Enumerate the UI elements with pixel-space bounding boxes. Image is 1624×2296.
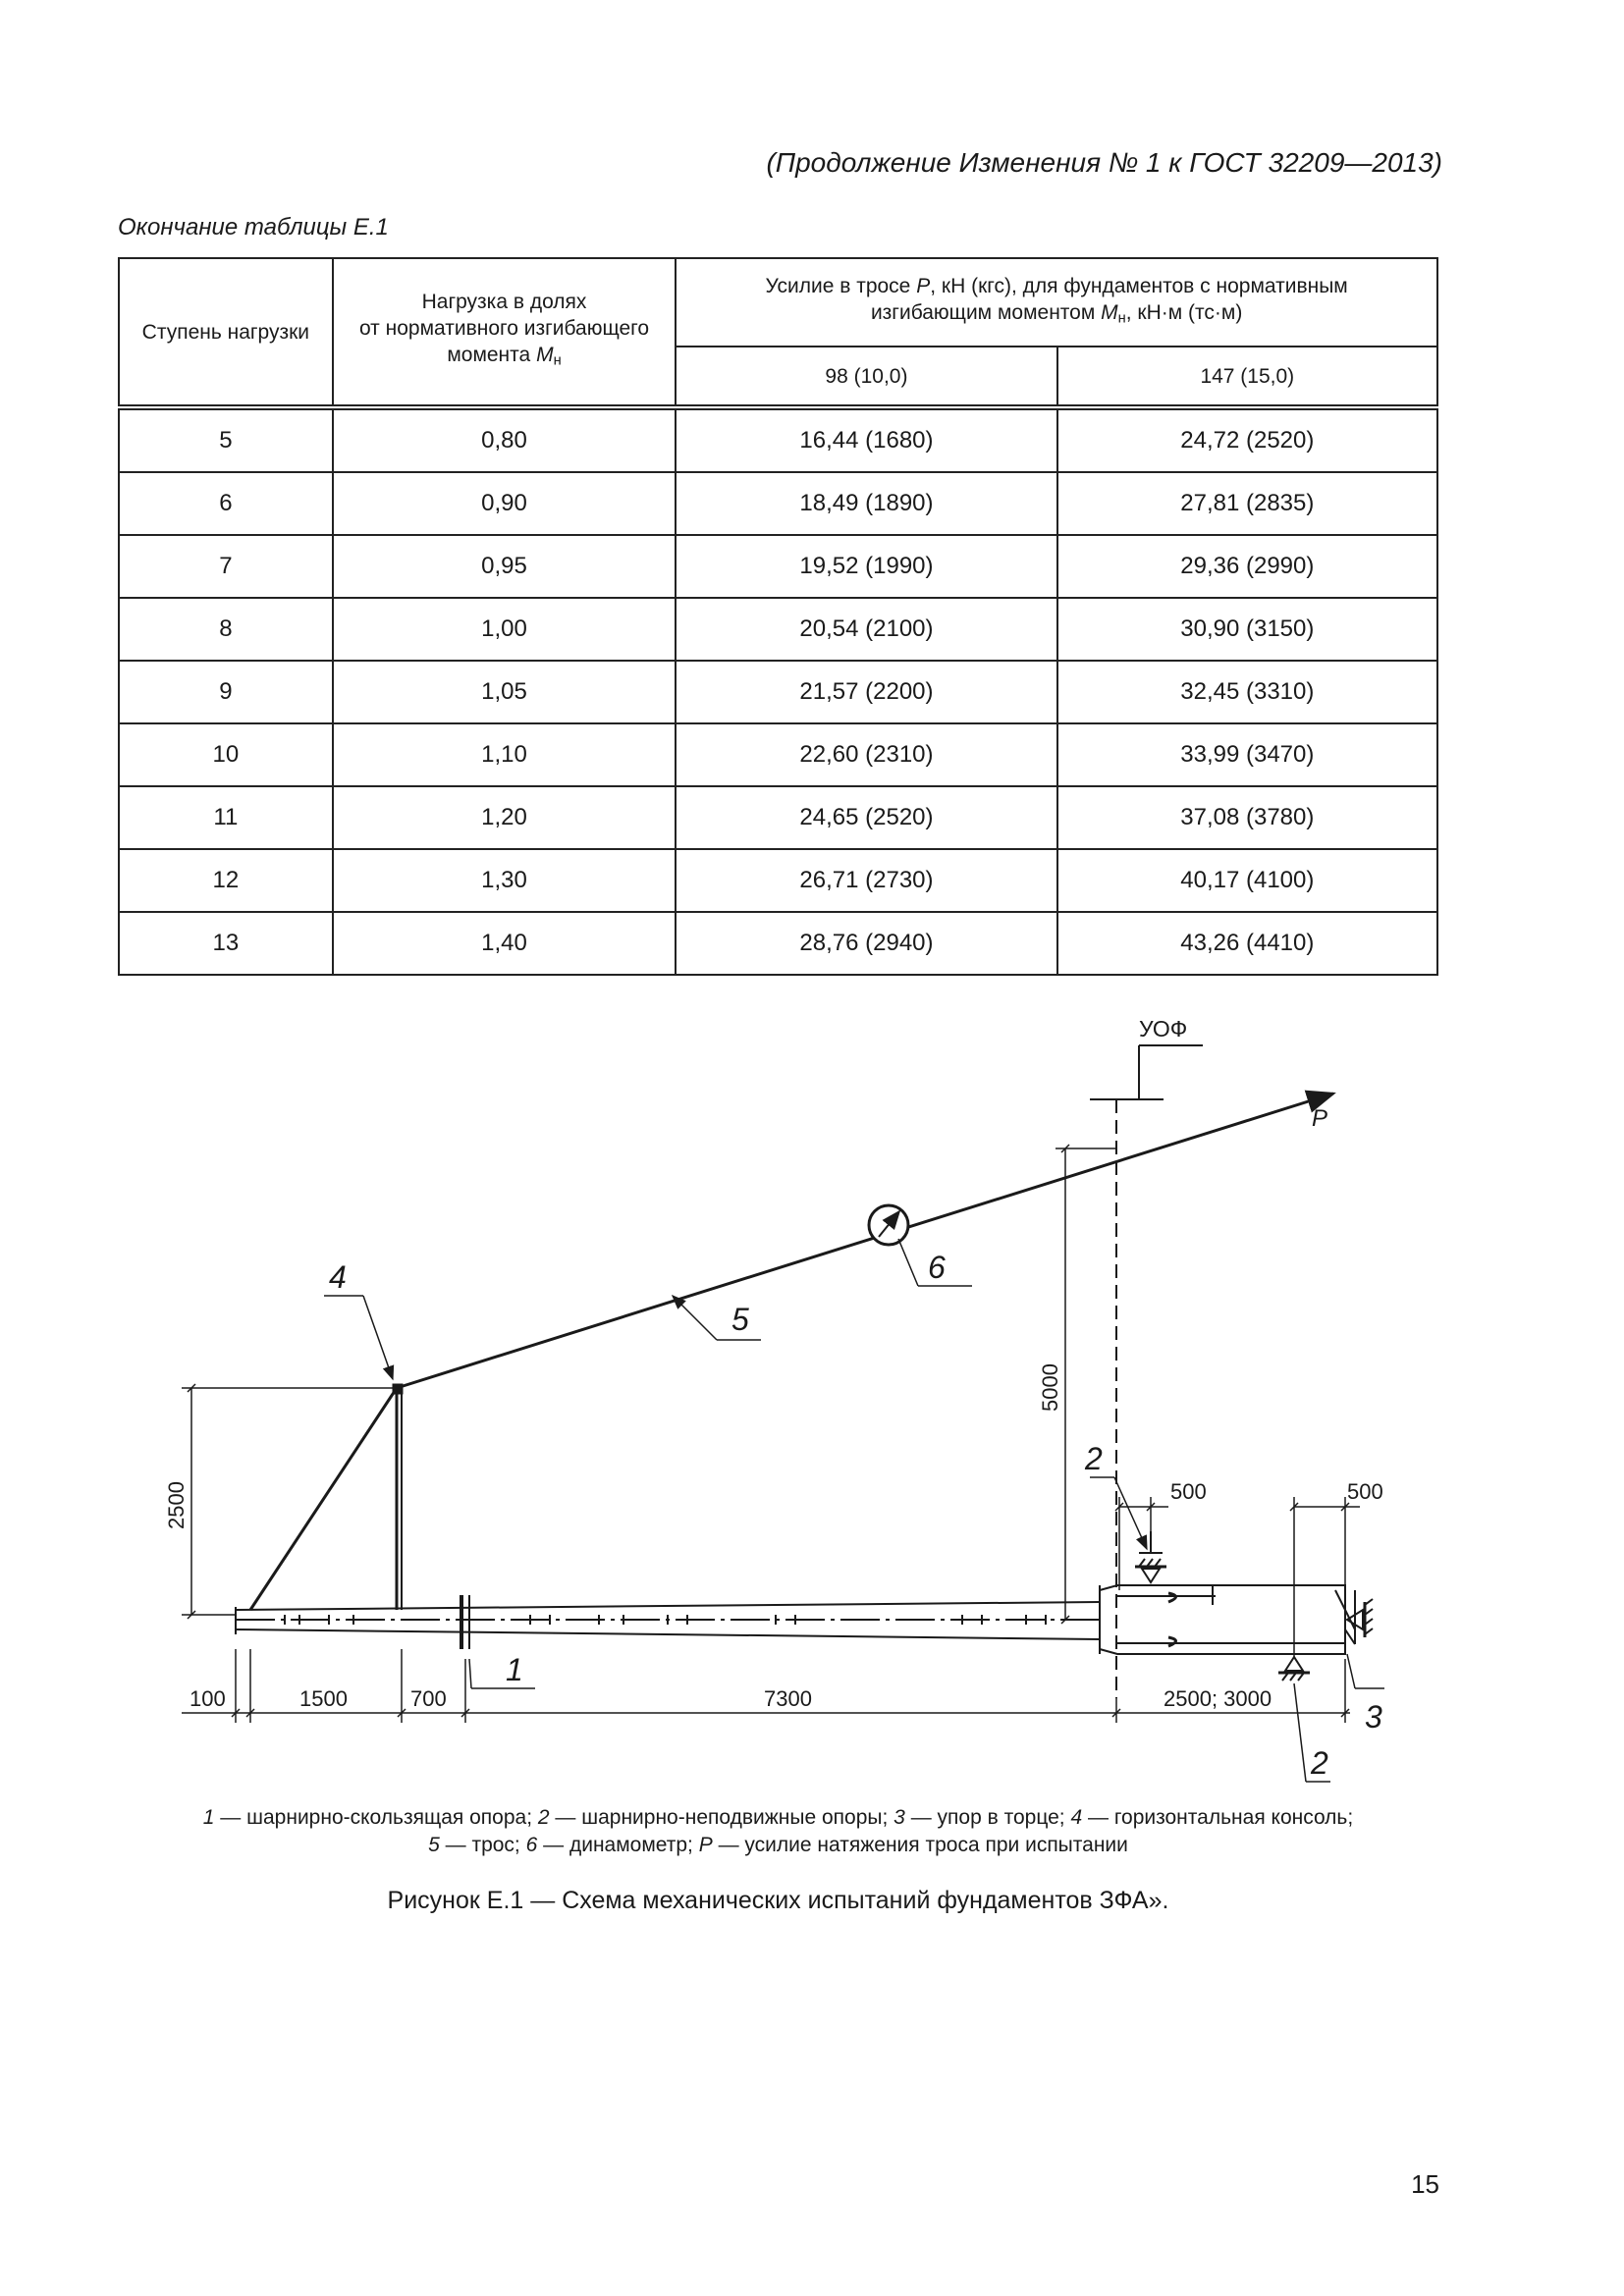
dim-2500-vertical: 2500 <box>164 1481 189 1529</box>
callout-4: 4 <box>329 1259 347 1295</box>
figure-legend: 1 — шарнирно-скользящая опора; 2 — шарнирно-неподвижные опоры; 3 — упор в торце; 4 — горизонтальная консоль; 5 — трос; 6 — динамометр; P — усилие натяжения троса при испытании <box>202 1806 1354 1856</box>
table-row: 8 1,00 20,54 (2100) 30,90 (3150) <box>119 598 1437 661</box>
callout-5: 5 <box>731 1302 749 1337</box>
uof-label: УОФ <box>1139 1016 1188 1041</box>
test-scheme-figure <box>0 1001 1624 1787</box>
table-row: 5 0,80 16,44 (1680) 24,72 (2520) <box>119 407 1437 472</box>
uof-line <box>1090 1045 1203 1698</box>
table-row: 9 1,05 21,57 (2200) 32,45 (3310) <box>119 661 1437 723</box>
table-row: 12 1,30 26,71 (2730) 40,17 (4100) <box>119 849 1437 912</box>
dim-5000-vertical: 5000 <box>1038 1363 1062 1412</box>
callout-6: 6 <box>928 1250 946 1285</box>
table-row: 6 0,90 18,49 (1890) 27,81 (2835) <box>119 472 1437 535</box>
callout-2-top: 2 <box>1085 1441 1103 1476</box>
foundation-pile <box>236 1585 1355 1654</box>
callout-3: 3 <box>1365 1699 1382 1735</box>
dim-100: 100 <box>189 1686 226 1711</box>
header-load-fraction: Нагрузка в долях от нормативного изгибающего момента $М_н$ <box>333 258 677 407</box>
header-load-step: Ступень нагрузки <box>119 258 333 407</box>
callout-2-bottom: 2 <box>1311 1745 1328 1781</box>
table-row: 13 1,40 28,76 (2940) 43,26 (4410) <box>119 912 1437 975</box>
rope <box>397 1094 1333 1388</box>
load-table <box>118 257 1438 976</box>
table-caption: Окончание таблицы Е.1 <box>118 214 389 240</box>
dim-500-right: 500 <box>1347 1479 1383 1504</box>
running-header: (Продолжение Изменения № 1 к ГОСТ 32209—2013) <box>766 147 1442 178</box>
header-moment-147: 147 (15,0) <box>1057 347 1437 407</box>
header-moment-98: 98 (10,0) <box>676 347 1056 407</box>
dynamometer <box>869 1205 908 1245</box>
fixed-support-bottom <box>1278 1657 1310 1681</box>
sliding-support <box>461 1595 469 1649</box>
console-mast <box>250 1385 402 1610</box>
dim-500-left: 500 <box>1170 1479 1207 1504</box>
header-rope-force: Усилие в тросе P, кН (кгс), для фундаментов с нормативным изгибающим моментом $М_н$, кН·м (тс·м) <box>676 258 1437 347</box>
dim-1500: 1500 <box>299 1686 348 1711</box>
page-number: 15 <box>1411 2169 1439 2199</box>
dim-7300: 7300 <box>764 1686 812 1711</box>
fixed-support-top <box>1135 1531 1166 1582</box>
dim-2500-3000: 2500; 3000 <box>1164 1686 1272 1711</box>
table-row: 7 0,95 19,52 (1990) 29,36 (2990) <box>119 535 1437 598</box>
table-row: 10 1,10 22,60 (2310) 33,99 (3470) <box>119 723 1437 786</box>
dim-700: 700 <box>410 1686 447 1711</box>
table-row: 11 1,20 24,65 (2520) 37,08 (3780) <box>119 786 1437 849</box>
figure-title: Рисунок Е.1 — Схема механических испытаний фундаментов ЗФА». <box>387 1887 1169 1914</box>
end-stop <box>1347 1599 1373 1637</box>
force-p-label: P <box>1312 1105 1328 1132</box>
callout-1: 1 <box>506 1652 523 1687</box>
